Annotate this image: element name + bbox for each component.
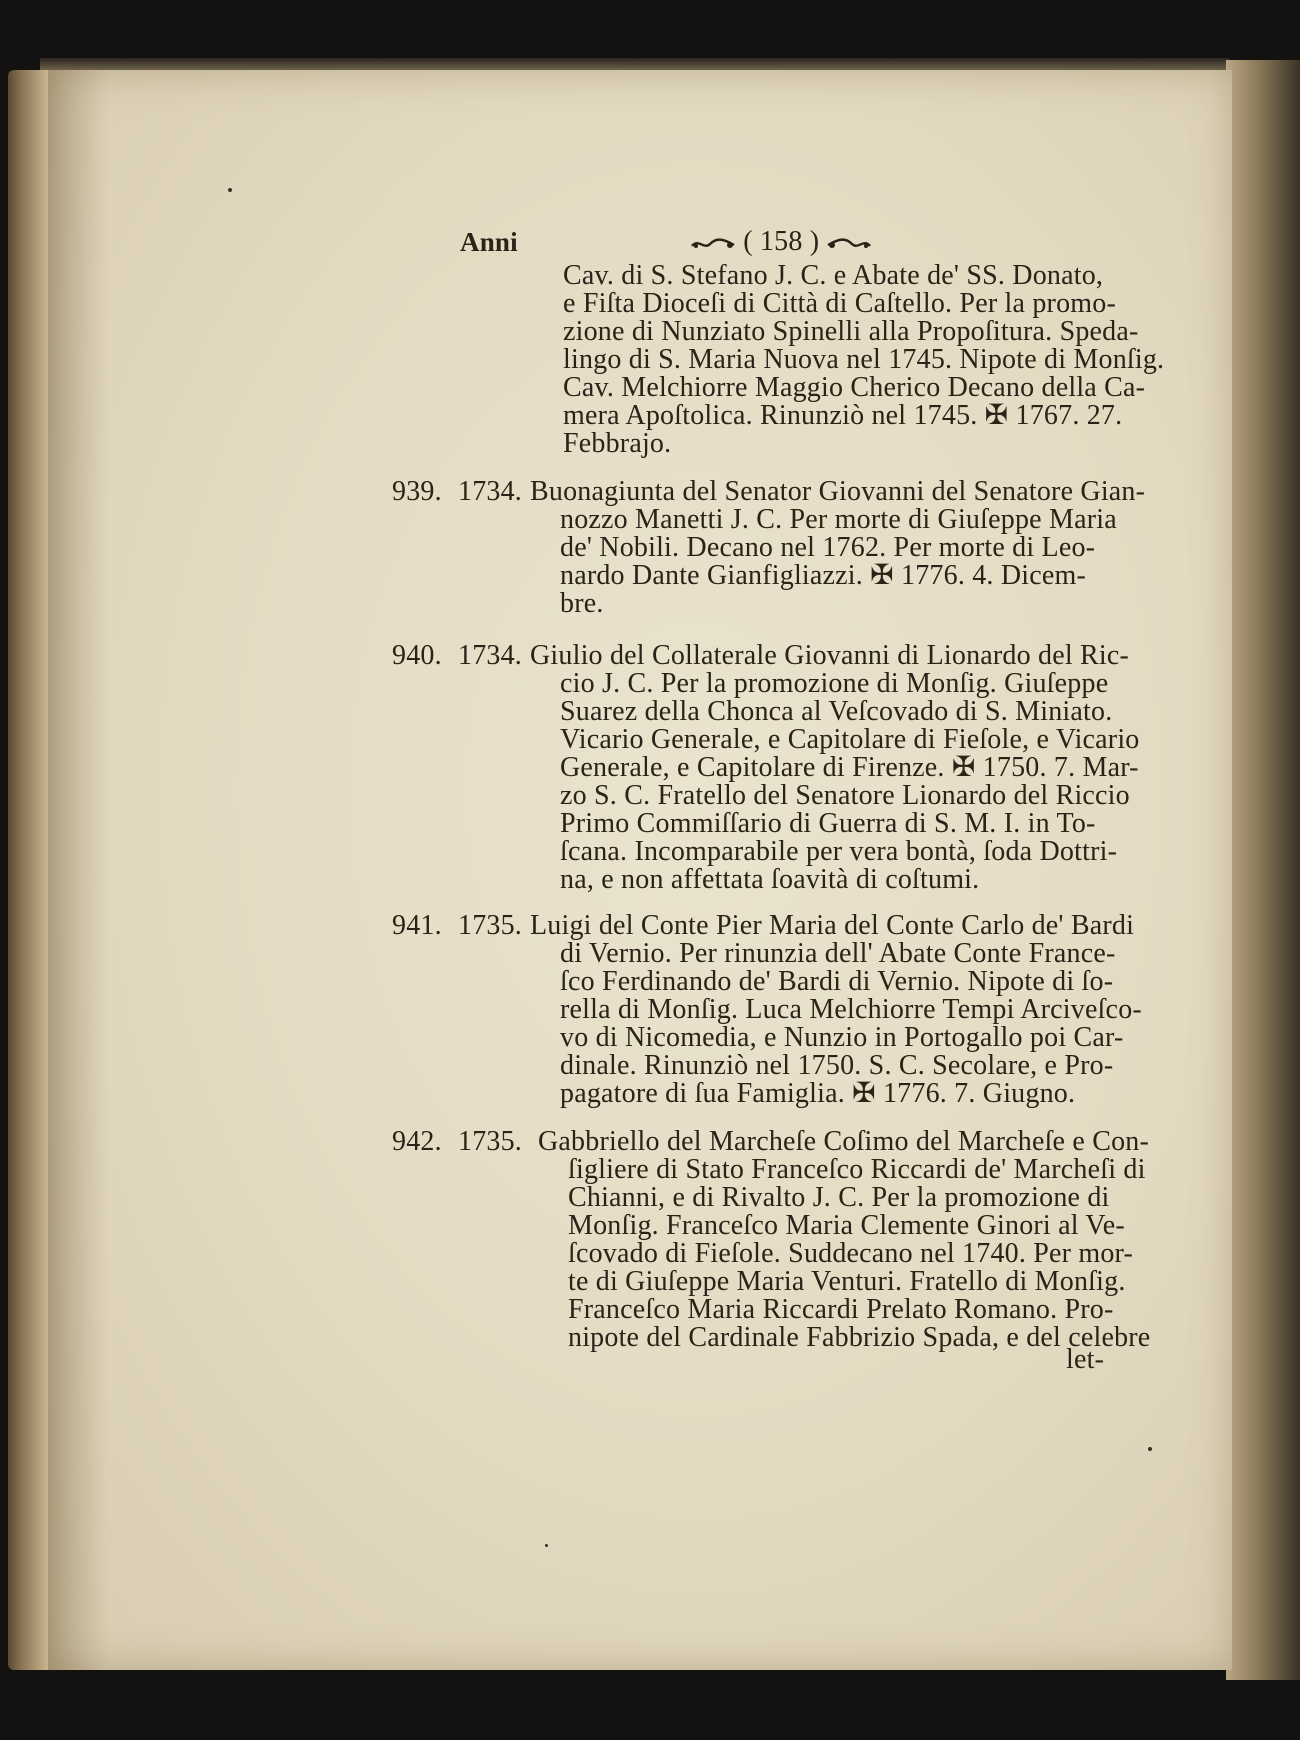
text-line: Cav. Melchiorre Maggio Cherico Decano della Ca-	[563, 372, 1146, 403]
entry-body	[538, 1126, 1151, 1353]
text-line: ſcovado di Fieſole. Suddecano nel 1740. Per mor-	[568, 1238, 1134, 1269]
text-line: Primo Commiſſario di Guerra di S. M. I. in To-	[560, 808, 1096, 839]
text-line: te di Giuſeppe Maria Venturi. Fratello di Monſig.	[568, 1266, 1126, 1297]
text-line: Cav. di S. Stefano J. C. e Abate de' SS. Donato,	[563, 260, 1104, 291]
paper-speck	[228, 188, 232, 192]
text-line: e Fiſta Dioceſi di Città di Caſtello. Per la promo-	[563, 288, 1116, 319]
text-line: Chianni, e di Rivalto J. C. Per la promozione di	[568, 1182, 1110, 1213]
text-line: Febbrajo.	[563, 428, 672, 459]
text-line: zione di Nunziato Spinelli alla Propoſitura. Speda-	[563, 316, 1139, 347]
text-line: rella di Monſig. Luca Melchiorre Tempi Arciveſco-	[560, 994, 1142, 1025]
text-line: di Vernio. Per rinunzia dell' Abate Conte France-	[560, 938, 1116, 969]
entry-year: 1735.	[458, 910, 522, 941]
text-line: nardo Dante Gianfigliazzi. ✠ 1776. 4. Dicem-	[560, 560, 1086, 591]
text-line: Generale, e Capitolare di Firenze. ✠ 1750. 7. Mar-	[560, 752, 1139, 783]
text-line: Suarez della Chonca al Veſcovado di S. Miniato.	[560, 696, 1113, 727]
text-line: Giulio del Collaterale Giovanni di Lionardo del Ric-	[530, 640, 1130, 671]
text-line: de' Nobili. Decano nel 1762. Per morte di Leo-	[560, 532, 1096, 563]
entry-body	[530, 640, 1140, 895]
running-head-anni: Anni	[460, 227, 518, 257]
entry-body	[530, 476, 1146, 619]
text-line: cio J. C. Per la promozione di Monſig. Giuſeppe	[560, 668, 1109, 699]
text-line: Luigi del Conte Pier Maria del Conte Carlo de' Bardi	[530, 910, 1135, 941]
page-number-label: ( 158 )	[743, 226, 820, 257]
text-line: ſco Ferdinando de' Bardi di Vernio. Nipote di ſo-	[560, 966, 1114, 997]
entry-number: 941.	[392, 910, 442, 941]
text-line: nipote del Cardinale Fabbrizio Spada, e del celebre	[568, 1322, 1151, 1353]
left-ornament-icon	[690, 236, 736, 252]
text-line: zo S. C. Fratello del Senatore Lionardo del Riccio	[560, 780, 1130, 811]
text-line: nozzo Manetti J. C. Per morte di Giuſeppe Maria	[560, 504, 1117, 535]
entry-body	[563, 262, 1163, 458]
catchword: let-	[1066, 1344, 1105, 1375]
running-head	[460, 228, 1260, 262]
text-line: Gabbriello del Marcheſe Coſimo del Marcheſe e Con-	[538, 1126, 1150, 1157]
entry-year: 1734.	[458, 640, 522, 671]
text-line: dinale. Rinunziò nel 1750. S. C. Secolare, e Pro-	[560, 1050, 1114, 1081]
entry-body	[530, 910, 1142, 1109]
entry-year: 1734.	[458, 476, 522, 507]
text-line: bre.	[560, 588, 604, 619]
text-line: Franceſco Maria Riccardi Prelato Romano. Pro-	[568, 1294, 1114, 1325]
text-line: vo di Nicomedia, e Nunzio in Portogallo poi Car-	[560, 1022, 1124, 1053]
paper-speck	[545, 1544, 548, 1547]
paper-speck	[1148, 1447, 1152, 1451]
entry-number: 939.	[392, 476, 442, 507]
text-line: lingo di S. Maria Nuova nel 1745. Nipote di Monſig.	[563, 344, 1165, 375]
text-line: pagatore di ſua Famiglia. ✠ 1776. 7. Giugno.	[560, 1078, 1076, 1109]
text-line: ſigliere di Stato Franceſco Riccardi de' Marcheſi di	[568, 1154, 1146, 1185]
text-line: Buonagiunta del Senator Giovanni del Senatore Gian-	[530, 476, 1146, 507]
entry-year: 1735.	[458, 1126, 522, 1157]
text-line: mera Apoſtolica. Rinunziò nel 1745. ✠ 1767. 27.	[563, 400, 1123, 431]
text-line: Vicario Generale, e Capitolare di Fieſole, e Vicario	[560, 724, 1140, 755]
page-stack-right-edge	[1226, 60, 1300, 1680]
text-line: ſcana. Incomparabile per vera bontà, ſoda Dottri-	[560, 836, 1118, 867]
entry-number: 942.	[392, 1126, 442, 1157]
entry-number: 940.	[392, 640, 442, 671]
page-number	[690, 228, 872, 256]
text-line: na, e non affettata ſoavità di coſtumi.	[560, 864, 980, 895]
right-ornament-icon	[826, 236, 872, 252]
gutter-shadow	[48, 70, 108, 1670]
text-line: Monſig. Franceſco Maria Clemente Ginori al Ve-	[568, 1210, 1125, 1241]
